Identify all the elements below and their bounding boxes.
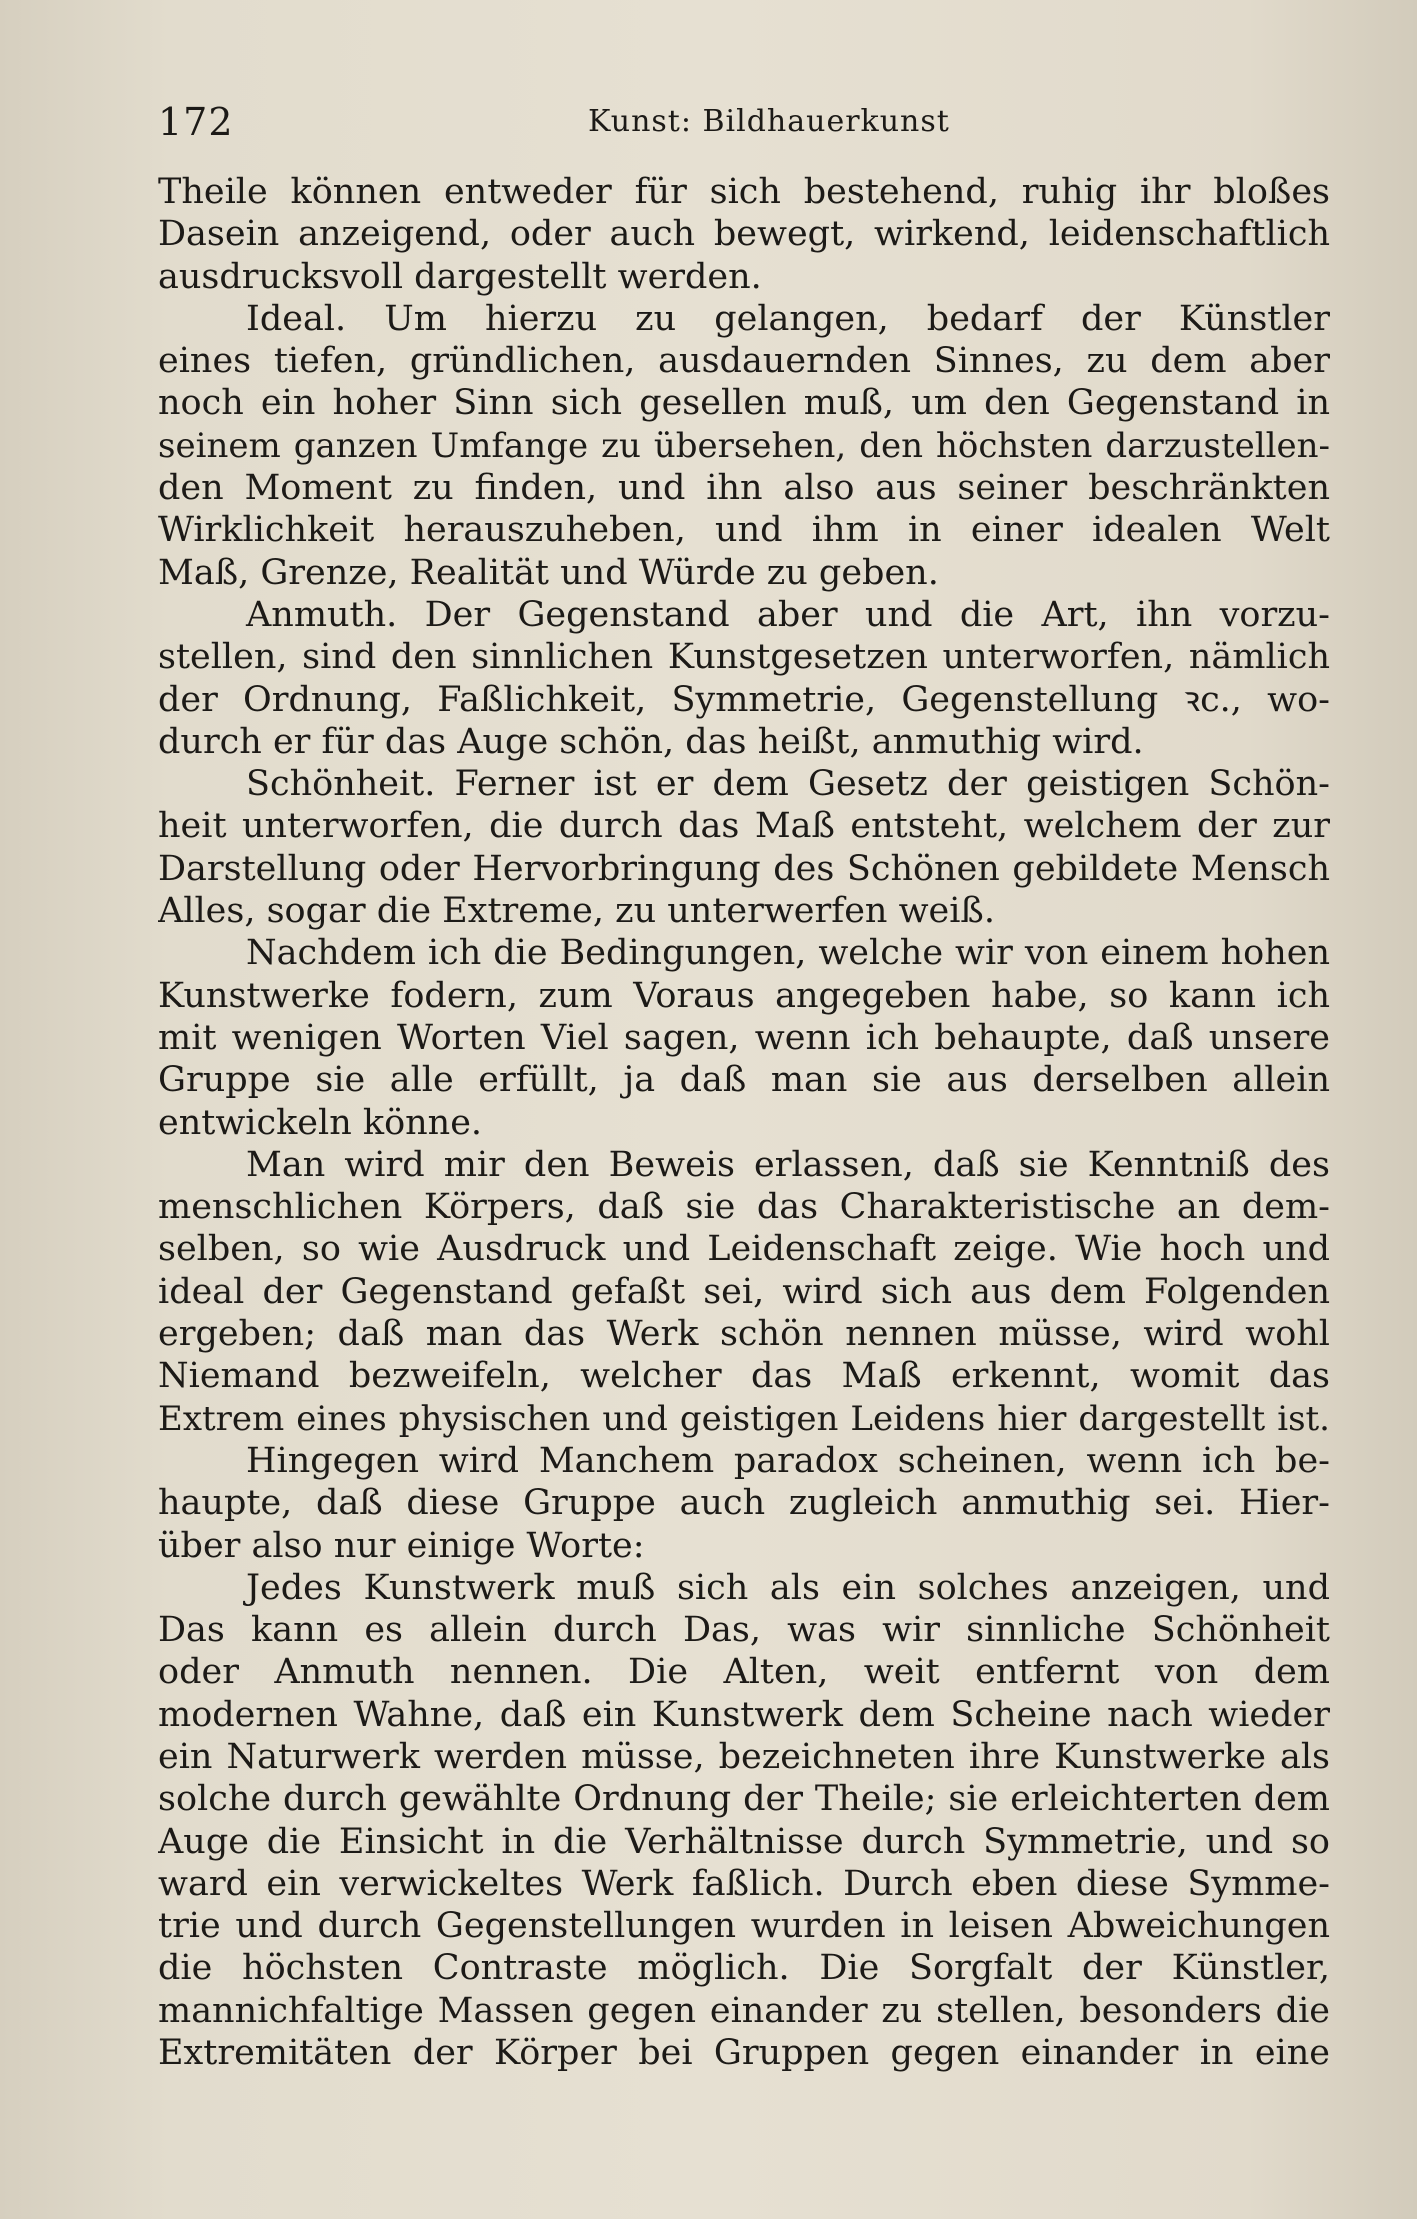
text-line: haupte, daß diese Gruppe auch zugleich anmuthig sei. Hier- — [158, 1483, 1330, 1524]
text-line: modernen Wahne, daß ein Kunstwerk dem Scheine nach wieder — [158, 1694, 1330, 1735]
text-line: menschlichen Körpers, daß sie das Charakteristische an dem- — [158, 1187, 1330, 1228]
text-line: Maß, Grenze, Realität und Würde zu geben. — [158, 552, 939, 593]
text-line: mannichfaltige Massen gegen einander zu stellen, besonders die — [158, 1990, 1330, 2031]
text-line: Wirklichkeit herauszuheben, und ihm in einer idealen Welt — [158, 510, 1330, 551]
text-line: heit unterworfen, die durch das Maß entsteht, welchem der zur — [158, 806, 1330, 847]
text-line: ergeben; daß man das Werk schön nennen müsse, wird wohl — [158, 1314, 1330, 1355]
text-line: Extrem eines physischen und geistigen Leidens hier dargestellt ist. — [158, 1398, 1330, 1439]
text-line: solche durch gewählte Ordnung der Theile; sie erleichterten dem — [158, 1779, 1330, 1820]
text-line: Schönheit. Ferner ist er dem Gesetz der geistigen Schön- — [246, 764, 1330, 805]
text-line: die höchsten Contraste möglich. Die Sorgfalt der Künstler, — [158, 1948, 1330, 1989]
text-line: stellen, sind den sinnlichen Kunstgesetzen unterworfen, nämlich — [158, 637, 1330, 678]
text-line: Hingegen wird Manchem paradox scheinen, wenn ich be- — [246, 1440, 1330, 1481]
text-line: Man wird mir den Beweis erlassen, daß sie Kenntniß des — [246, 1144, 1330, 1185]
text-line: ward ein verwickeltes Werk faßlich. Durch eben diese Symme- — [158, 1863, 1330, 1904]
text-line: Ideal. Um hierzu zu gelangen, bedarf der Künstler — [246, 298, 1330, 339]
text-line: Kunstwerke fodern, zum Voraus angegeben habe, so kann ich — [158, 975, 1330, 1016]
text-line: Dasein anzeigend, oder auch bewegt, wirkend, leidenschaftlich — [158, 214, 1330, 255]
body-text — [158, 171, 1330, 2074]
text-line: durch er für das Auge schön, das heißt, anmuthig wird. — [158, 721, 1144, 762]
text-line: seinem ganzen Umfange zu übersehen, den höchsten darzustellen- — [158, 425, 1330, 466]
page-number: 172 — [158, 100, 234, 144]
page-header — [158, 100, 1330, 150]
text-line: ein Naturwerk werden müsse, bezeichneten ihre Kunstwerke als — [158, 1736, 1330, 1777]
text-line: Alles, sogar die Extreme, zu unterwerfen weiß. — [158, 891, 995, 932]
text-line: ideal der Gegenstand gefaßt sei, wird sich aus dem Folgenden — [158, 1271, 1330, 1312]
text-line: trie und durch Gegenstellungen wurden in leisen Abweichungen — [158, 1906, 1330, 1947]
text-line: den Moment zu finden, und ihn also aus seiner beschränkten — [158, 468, 1330, 509]
text-line: entwickeln könne. — [158, 1102, 483, 1143]
text-line: Gruppe sie alle erfüllt, ja daß man sie aus derselben allein — [158, 1060, 1330, 1101]
text-line: Das kann es allein durch Das, was wir sinnliche Schönheit — [158, 1610, 1330, 1651]
text-line: über also nur einige Worte: — [158, 1525, 645, 1566]
text-line: Anmuth. Der Gegenstand aber und die Art, ihn vorzu- — [246, 594, 1330, 635]
running-head: Kunst: Bildhauerkunst — [588, 104, 950, 139]
text-line: oder Anmuth nennen. Die Alten, weit entfernt von dem — [158, 1652, 1330, 1693]
text-line: Niemand bezweifeln, welcher das Maß erkennt, womit das — [158, 1356, 1330, 1397]
text-line: mit wenigen Worten Viel sagen, wenn ich behaupte, daß unsere — [158, 1017, 1330, 1058]
text-line: eines tiefen, gründlichen, ausdauernden Sinnes, zu dem aber — [158, 341, 1330, 382]
text-line: ausdrucksvoll dargestellt werden. — [158, 256, 762, 297]
text-line: Theile können entweder für sich bestehend, ruhig ihr bloßes — [158, 172, 1330, 212]
text-line: Nachdem ich die Bedingungen, welche wir von einem hohen — [246, 933, 1330, 974]
text-line: der Ordnung, Faßlichkeit, Symmetrie, Gegenstellung ꝛc., wo- — [158, 679, 1330, 720]
text-line: Jedes Kunstwerk muß sich als ein solches anzeigen, und — [246, 1567, 1330, 1608]
text-line: Extremitäten der Körper bei Gruppen gegen einander in eine — [158, 2033, 1330, 2074]
text-line: noch ein hoher Sinn sich gesellen muß, um den Gegenstand in — [158, 383, 1330, 424]
text-line: Auge die Einsicht in die Verhältnisse durch Symmetrie, und so — [158, 1821, 1330, 1862]
text-line: selben, so wie Ausdruck und Leidenschaft zeige. Wie hoch und — [158, 1229, 1330, 1270]
text-line: Darstellung oder Hervorbringung des Schönen gebildete Mensch — [158, 848, 1330, 889]
